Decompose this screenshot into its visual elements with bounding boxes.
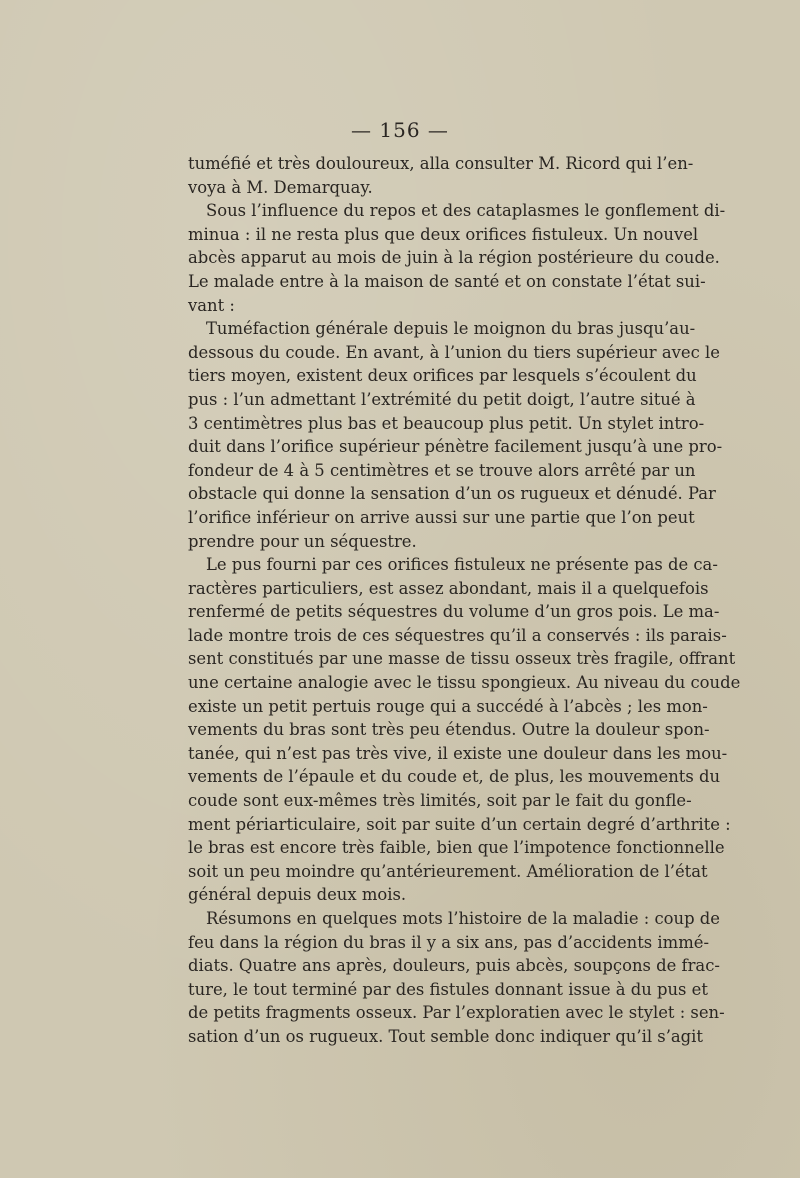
text-line: vements de l’épaule et du coude et, de plus, les mouvements du <box>188 767 721 787</box>
text-line: 3 centimètres plus bas et beaucoup plus petit. Un stylet intro- <box>188 413 705 433</box>
text-line: sation d’un os rugueux. Tout semble donc indiquer qu’il s’agit <box>188 1026 703 1046</box>
text-line: de petits fragments osseux. Par l’exploratien avec le stylet : sen- <box>188 1003 725 1023</box>
text-line: ture, le tout terminé par des fistules donnant issue à du pus et <box>188 979 708 999</box>
text-line: Le malade entre à la maison de santé et on constate l’état sui- <box>188 271 706 291</box>
text-line: fondeur de 4 à 5 centimètres et se trouve alors arrêté par un <box>188 460 696 480</box>
text-line: Le pus fourni par ces orifices fistuleux ne présente pas de ca- <box>206 555 718 575</box>
text-line: pus : l’un admettant l’extrémité du petit doigt, l’autre situé à <box>188 389 696 409</box>
text-line: soit un peu moindre qu’antérieurement. Amélioration de l’état <box>188 861 708 881</box>
text-line: ment périarticulaire, soit par suite d’un certain degré d’arthrite : <box>188 814 731 834</box>
text-line: ractères particuliers, est assez abondant, mais il a quelquefois <box>188 578 709 598</box>
text-line: duit dans l’orifice supérieur pénètre facilement jusqu’à une pro- <box>188 437 723 457</box>
text-line: tuméfié et très douloureux, alla consulter M. Ricord qui l’en- <box>188 154 694 173</box>
text-line: Tuméfaction générale depuis le moignon du bras jusqu’au- <box>206 319 696 339</box>
text-line: Résumons en quelques mots l’histoire de la maladie : coup de <box>206 909 720 928</box>
text-line: minua : il ne resta plus que deux orifices fistuleux. Un nouvel <box>188 224 699 244</box>
text-line: voya à M. Demarquay. <box>188 177 373 197</box>
body-text <box>188 152 741 1049</box>
text-line: prendre pour un séquestre. <box>188 531 417 551</box>
text-line: existe un petit pertuis rouge qui a succédé à l’abcès ; les mon- <box>188 696 708 716</box>
text-line: général depuis deux mois. <box>188 885 407 905</box>
text-line: le bras est encore très faible, bien que l’impotence fonctionnelle <box>188 838 725 858</box>
text-line: vant : <box>188 295 235 315</box>
text-line: une certaine analogie avec le tissu spongieux. Au niveau du coude <box>188 673 741 693</box>
page-number: — 156 — <box>351 118 449 142</box>
text-line: diats. Quatre ans après, douleurs, puis abcès, soupçons de frac- <box>188 956 720 976</box>
text-line: l’orifice inférieur on arrive aussi sur une partie que l’on peut <box>188 507 695 527</box>
text-line: coude sont eux-mêmes très limités, soit par le fait du gonfle- <box>188 791 692 811</box>
text-line: lade montre trois de ces séquestres qu’il a conservés : ils parais- <box>188 625 727 645</box>
text-line: feu dans la région du bras il y a six ans, pas d’accidents immé- <box>188 932 709 952</box>
text-line: tiers moyen, existent deux orifices par lesquels s’écoulent du <box>188 366 697 386</box>
text-line: vements du bras sont très peu étendus. Outre la douleur spon- <box>188 720 710 740</box>
text-line: obstacle qui donne la sensation d’un os rugueux et dénudé. Par <box>188 484 716 504</box>
text-line: sent constitués par une masse de tissu osseux très fragile, offrant <box>188 649 736 669</box>
text-line: renfermé de petits séquestres du volume d’un gros pois. Le ma- <box>188 602 720 622</box>
text-line: dessous du coude. En avant, à l’union du tiers supérieur avec le <box>188 342 720 362</box>
text-line: abcès apparut au mois de juin à la région postérieure du coude. <box>188 248 720 268</box>
text-line: tanée, qui n’est pas très vive, il existe une douleur dans les mou- <box>188 743 728 763</box>
text-line: Sous l’influence du repos et des cataplasmes le gonflement di- <box>206 201 726 221</box>
